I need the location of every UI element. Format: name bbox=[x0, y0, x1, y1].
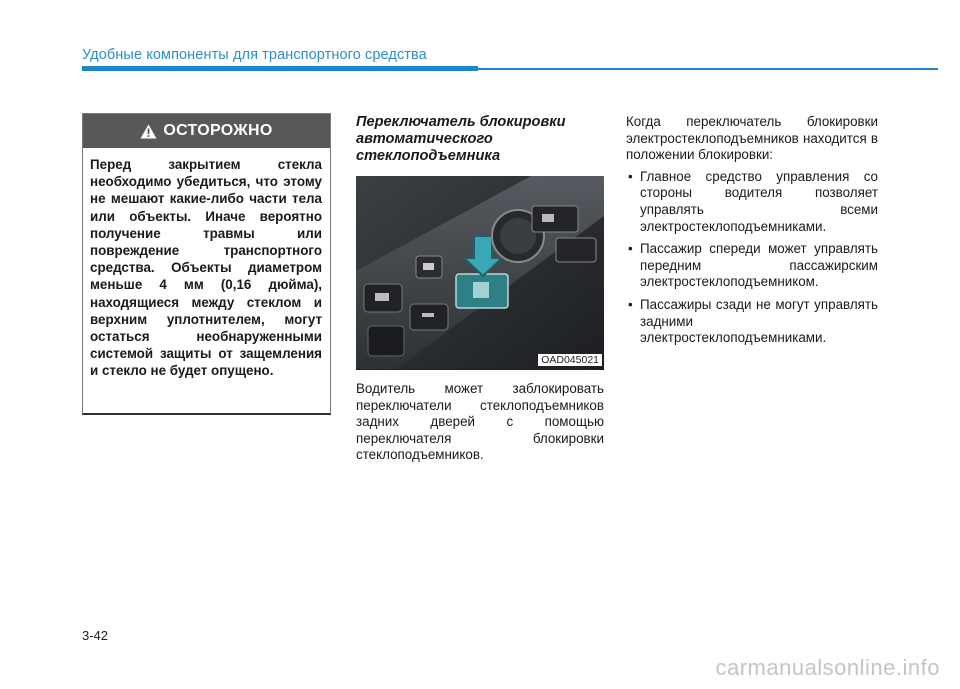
warning-triangle-icon bbox=[140, 124, 157, 139]
watermark: carmanualsonline.info bbox=[715, 655, 940, 680]
right-intro: Когда переключатель блокировки электростеклоподъемников находится в положении блокировки: bbox=[626, 114, 878, 163]
section-heading: Переключатель блокировки автоматического стеклоподъемника bbox=[356, 114, 566, 164]
warning-header bbox=[83, 114, 330, 148]
conditions-list bbox=[626, 169, 878, 347]
header-rule bbox=[82, 66, 478, 71]
window-lock-switch-photo bbox=[356, 176, 604, 370]
right-column bbox=[626, 114, 878, 353]
door-panel-illustration bbox=[356, 176, 604, 369]
warning-box bbox=[82, 113, 331, 415]
list-item: • Пассажир спереди может управлять передним пассажирским электростеклоподъемником. bbox=[626, 241, 878, 291]
list-item: • Пассажиры сзади не могут управлять задними электростеклоподъемниками. bbox=[626, 297, 878, 347]
image-code: OAD045021 bbox=[538, 354, 602, 366]
section-title: Удобные компоненты для транспортного средства bbox=[82, 47, 427, 63]
list-item: • Главное средство управления со стороны водителя позволяет управлять всеми электростеклоподъемниками. bbox=[626, 169, 878, 235]
warning-text: Перед закрытием стекла необходимо убедиться, что этому не мешают какие-либо части тела или объекты. Иначе вероятно получение травмы или повреждение транспортного средства. Объекты диаметром меньше 4 мм (0,16 дюйма), находящиеся между стеклом и верхним уплотнителем, могут остаться необнаруженными системой защиты от защемления и стекло не будет опущено. bbox=[90, 157, 322, 379]
section-body: Водитель может заблокировать переключатели стеклоподъемников задних дверей с помощью переключателя блокировки стеклоподъемников. bbox=[356, 381, 604, 463]
page-number: 3-42 bbox=[82, 628, 109, 643]
header-rule-thin bbox=[478, 68, 938, 70]
warning-title: ОСТОРОЖНО bbox=[163, 122, 273, 139]
